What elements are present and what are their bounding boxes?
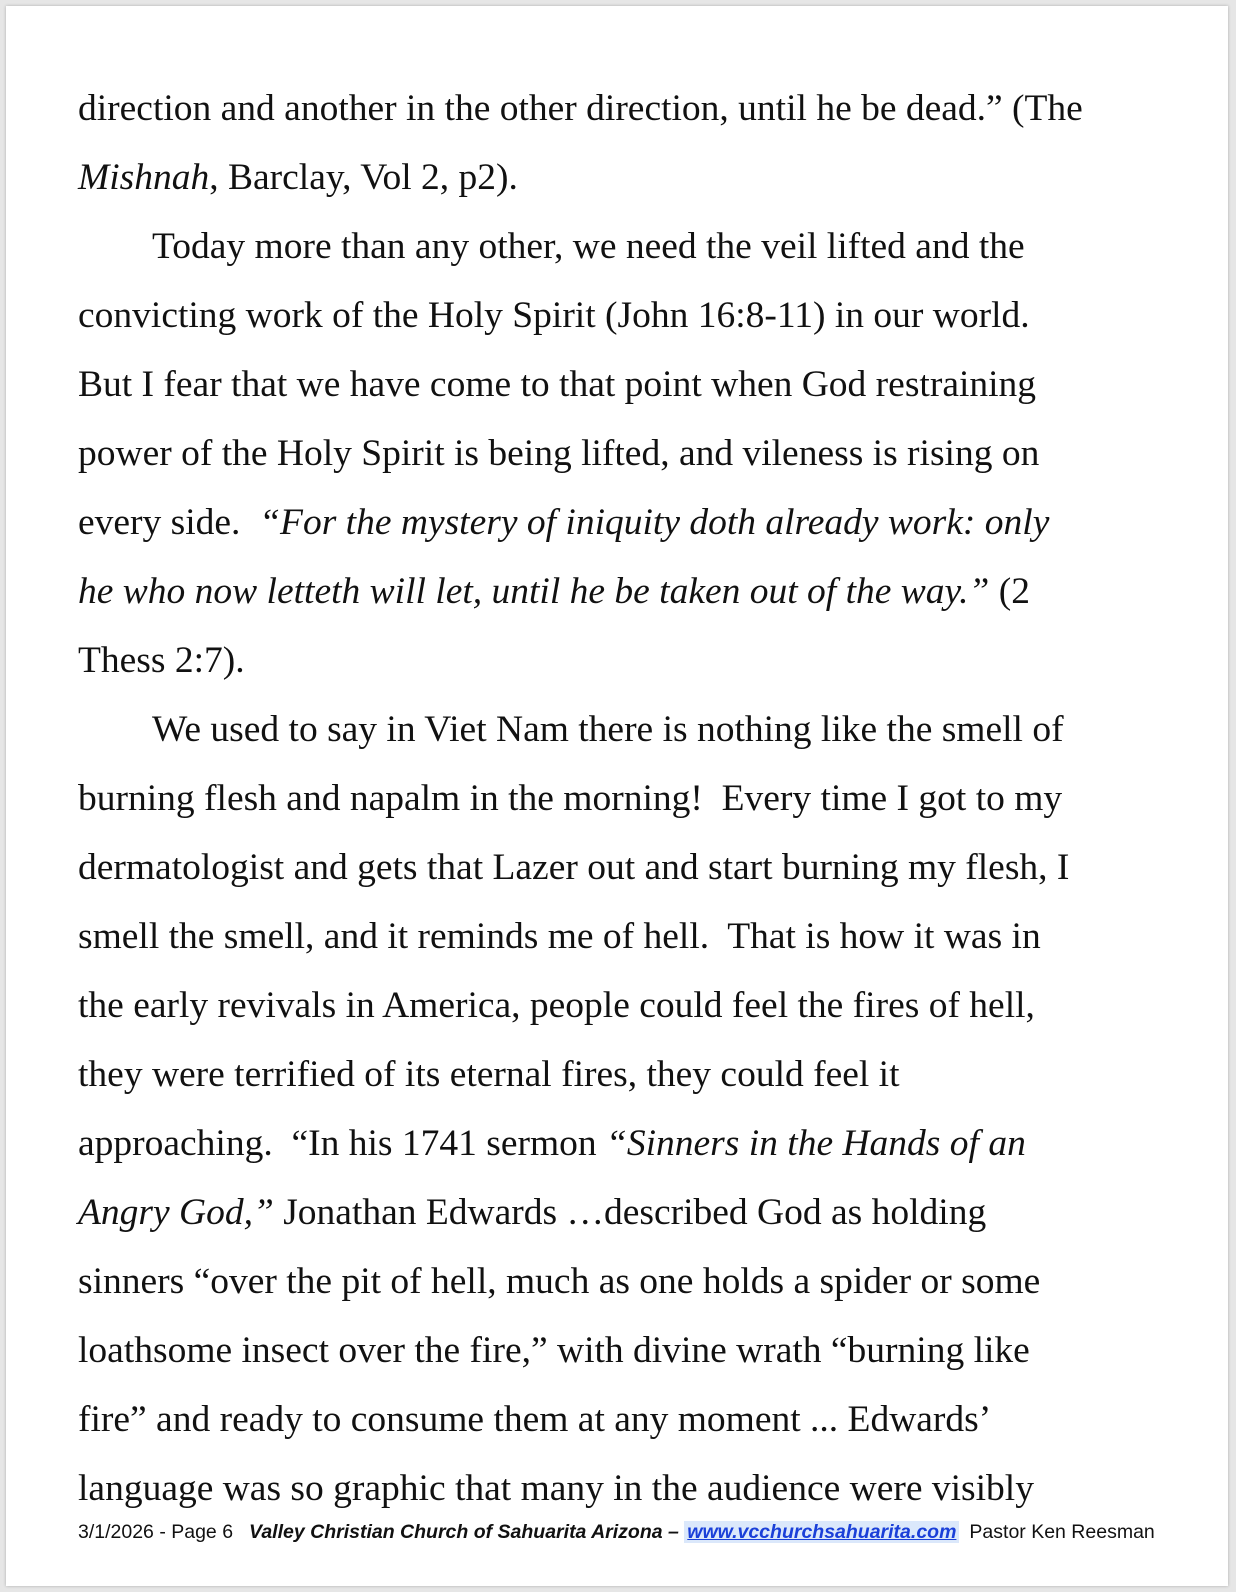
body-line-9: Thess 2:7). [78,640,245,681]
plain-text: approaching. “In his 1741 sermon [78,1123,607,1164]
document-page [6,6,1228,1586]
plain-text: (2 [989,571,1030,612]
body-line-17 [78,1178,1163,1247]
body-line-5: But I fear that we have come to that point when God restraining [78,364,1037,405]
body-line-1: direction and another in the other direction, until he be dead.” (The [78,88,1083,129]
plain-text: every side. [78,502,260,543]
body-line-12: dermatologist and gets that Lazer out and start burning my flesh, I [78,847,1070,888]
footer-pastor: Pastor Ken Reesman [969,1521,1155,1543]
body-line-13: smell the smell, and it reminds me of hell. That is how it was in [78,916,1041,957]
citation-text: , Barclay, Vol 2, p2). [209,157,518,198]
page-footer [78,1519,1178,1545]
body-line-6: power of the Holy Spirit is being lifted, and vileness is rising on [78,433,1040,474]
sermon-title: “Sinners in the Hands of an [606,1123,1026,1164]
body-line-21: language was so graphic that many in the audience were visibly [78,1468,1034,1509]
body-line-15: they were terrified of its eternal fires, they could feel it [78,1054,900,1095]
body-line-18: sinners “over the pit of hell, much as one holds a spider or some [78,1261,1041,1302]
footer-website-link[interactable]: www.vcchurchsahuarita.com [684,1521,959,1543]
body-line-20: fire” and ready to consume them at any moment ... Edwards’ [78,1399,992,1440]
body-line-2 [78,143,1163,212]
body-line-4: convicting work of the Holy Spirit (John 16:8-11) in our world. [78,295,1030,336]
body-line-19: loathsome insect over the fire,” with divine wrath “burning like [78,1330,1030,1371]
document-body [78,74,1163,1523]
footer-church-name: Valley Christian Church of Sahuarita Arizona – [249,1521,679,1543]
body-line-3: Today more than any other, we need the veil lifted and the [152,226,1025,267]
body-line-10: We used to say in Viet Nam there is nothing like the smell of [152,709,1064,750]
body-line-8 [78,557,1163,626]
body-line-7 [78,488,1163,557]
scripture-quote: “For the mystery of iniquity doth already work: only [259,502,1050,543]
sermon-title: Angry God,” [78,1192,274,1233]
body-line-11: burning flesh and napalm in the morning! Every time I got to my [78,778,1063,819]
scripture-quote: he who now letteth will let, until he be taken out of the way.” [78,571,990,612]
book-title: Mishnah [78,157,210,198]
body-line-14: the early revivals in America, people could feel the fires of hell, [78,985,1035,1026]
body-line-16 [78,1109,1163,1178]
footer-date-page: 3/1/2026 - Page 6 [78,1521,234,1543]
plain-text: Jonathan Edwards …described God as holding [273,1192,987,1233]
